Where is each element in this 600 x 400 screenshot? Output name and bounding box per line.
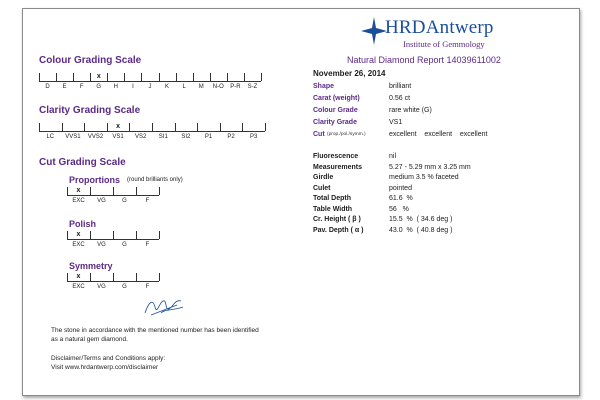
clarity-scale-label: P1 bbox=[204, 134, 213, 140]
colour-scale-label: K bbox=[165, 84, 170, 90]
measurements-key: Table Width bbox=[313, 205, 353, 213]
polish-scale bbox=[67, 231, 159, 253]
colour-scale-tick bbox=[90, 73, 91, 81]
clarity-scale-mark: x bbox=[116, 123, 121, 130]
clarity-scale-title: Clarity Grading Scale bbox=[39, 105, 141, 116]
report-title: Natural Diamond Report 14039611002 bbox=[347, 55, 501, 65]
proportions-note: (round brilliants only) bbox=[127, 177, 183, 183]
polish-title: Polish bbox=[69, 219, 97, 229]
symmetry-scale-tick bbox=[159, 273, 160, 281]
polish-scale-tick bbox=[159, 231, 160, 239]
details-key: Cut bbox=[313, 131, 325, 138]
symmetry-scale-tick bbox=[90, 273, 91, 281]
symmetry-scale-label: EXC bbox=[72, 284, 85, 290]
polish-scale-tick bbox=[90, 231, 91, 239]
signature-image bbox=[141, 295, 187, 319]
clarity-scale-baseline bbox=[39, 123, 265, 132]
cut-scale-title: Cut Grading Scale bbox=[39, 157, 126, 168]
proportions-scale-label: VG bbox=[97, 198, 106, 204]
symmetry-scale-tick bbox=[136, 273, 137, 281]
colour-scale-title: Colour Grading Scale bbox=[39, 55, 142, 66]
clarity-scale-label: LC bbox=[46, 134, 55, 140]
measurements-value: medium 3.5 % faceted bbox=[389, 174, 459, 181]
clarity-scale-tick bbox=[220, 123, 221, 131]
details-value: excellent excellent excellent bbox=[389, 131, 488, 138]
report-date: November 26, 2014 bbox=[313, 69, 386, 78]
details-key: Shape bbox=[313, 83, 335, 90]
proportions-scale-tick bbox=[159, 187, 160, 195]
symmetry-scale bbox=[67, 273, 159, 295]
logo-brand: HRDAntwerp bbox=[385, 17, 494, 38]
clarity-scale-tick bbox=[152, 123, 153, 131]
symmetry-scale-label: F bbox=[145, 284, 150, 290]
logo-subtitle: Institute of Gemmology bbox=[403, 39, 485, 49]
measurements-value: 43.0 % ( 40.8 deg ) bbox=[389, 226, 453, 234]
colour-scale-label: G bbox=[96, 84, 102, 90]
measurements-value: 56 % bbox=[389, 205, 409, 213]
proportions-scale-label: F bbox=[145, 198, 150, 204]
clarity-scale-label: VS1 bbox=[112, 134, 124, 140]
colour-scale-tick bbox=[261, 73, 262, 81]
colour-scale-tick bbox=[210, 73, 211, 81]
measurements-key: Measurements bbox=[313, 163, 363, 171]
clarity-scale-label: SI2 bbox=[181, 134, 191, 140]
details-key: Colour Grade bbox=[313, 107, 358, 114]
proportions-scale-label: EXC bbox=[72, 198, 85, 204]
clarity-scale-label: VVS2 bbox=[87, 134, 104, 140]
clarity-scale-tick bbox=[175, 123, 176, 131]
proportions-scale-tick bbox=[67, 187, 68, 195]
clarity-scale-tick bbox=[62, 123, 63, 131]
colour-scale-label: P-R bbox=[230, 84, 241, 90]
symmetry-scale-mark: x bbox=[76, 273, 81, 280]
colour-scale-tick bbox=[107, 73, 108, 81]
colour-scale-tick bbox=[73, 73, 74, 81]
colour-scale-tick bbox=[159, 73, 160, 81]
diamond-report-card bbox=[22, 8, 580, 396]
colour-scale-label: H bbox=[113, 84, 119, 90]
statement-line1: The stone in accordance with the mentioned number has been identified bbox=[51, 327, 259, 334]
disclaimer-line1: Disclaimer/Terms and Conditions apply: bbox=[51, 355, 166, 362]
statement-line2: as a natural gem diamond. bbox=[51, 336, 128, 343]
proportions-scale-baseline bbox=[67, 187, 159, 196]
clarity-scale-tick bbox=[84, 123, 85, 131]
details-value: brilliant bbox=[389, 83, 412, 90]
colour-scale-label: S-Z bbox=[247, 84, 258, 90]
measurements-value: 5.27 - 5.29 mm x 3.25 mm bbox=[389, 163, 471, 171]
colour-scale-tick bbox=[141, 73, 142, 81]
disclaimer-line2[interactable]: Visit www.hrdantwerp.com/disclaimer bbox=[51, 364, 159, 371]
symmetry-scale-label: VG bbox=[97, 284, 106, 290]
measurements-key: Total Depth bbox=[313, 195, 351, 202]
colour-scale-label: E bbox=[62, 84, 67, 90]
colour-scale bbox=[39, 73, 261, 95]
clarity-scale-tick bbox=[39, 123, 40, 131]
proportions-scale-label: G bbox=[122, 198, 127, 204]
colour-scale-label: I bbox=[132, 84, 134, 90]
colour-scale-label: L bbox=[182, 84, 186, 90]
colour-scale-label: D bbox=[45, 84, 50, 90]
details-key: Carat (weight) bbox=[313, 95, 360, 102]
proportions-scale-mark: x bbox=[76, 187, 81, 194]
symmetry-scale-label: G bbox=[122, 284, 127, 290]
measurements-key: Girdle bbox=[313, 174, 334, 181]
proportions-scale-tick bbox=[113, 187, 114, 195]
measurements-value: 61.6 % bbox=[389, 195, 413, 202]
clarity-scale-label: SI1 bbox=[158, 134, 168, 140]
clarity-scale-label: VS2 bbox=[135, 134, 147, 140]
colour-scale-tick bbox=[176, 73, 177, 81]
details-value: VS1 bbox=[389, 119, 403, 126]
symmetry-scale-tick bbox=[113, 273, 114, 281]
details-key-note: (prop./pol./symm.) bbox=[327, 132, 366, 137]
colour-scale-label: M bbox=[198, 84, 204, 90]
clarity-scale-label: P3 bbox=[250, 134, 258, 140]
details-value: rare white (G) bbox=[389, 107, 432, 114]
symmetry-scale-tick bbox=[67, 273, 68, 281]
colour-scale-tick bbox=[124, 73, 125, 81]
clarity-scale-tick bbox=[197, 123, 198, 131]
star-icon bbox=[361, 17, 387, 45]
proportions-scale-tick bbox=[136, 187, 137, 195]
polish-scale-label: F bbox=[145, 242, 150, 248]
clarity-scale-label: VVS1 bbox=[65, 134, 81, 140]
colour-scale-tick bbox=[39, 73, 40, 81]
measurements-key: Fluorescence bbox=[313, 153, 359, 160]
colour-scale-mark: x bbox=[96, 73, 101, 80]
colour-scale-tick bbox=[244, 73, 245, 81]
proportions-scale bbox=[67, 187, 159, 209]
measurements-value: nil bbox=[389, 153, 397, 160]
colour-scale-label: N-O bbox=[212, 84, 224, 90]
polish-scale-tick bbox=[136, 231, 137, 239]
clarity-scale-tick bbox=[129, 123, 130, 131]
symmetry-scale-baseline bbox=[67, 273, 159, 282]
colour-scale-label: F bbox=[79, 84, 84, 90]
clarity-scale-tick bbox=[242, 123, 243, 131]
colour-scale-tick bbox=[227, 73, 228, 81]
details-value: 0.56 ct bbox=[389, 95, 411, 102]
clarity-scale-tick bbox=[265, 123, 266, 131]
polish-scale-tick bbox=[67, 231, 68, 239]
colour-scale-tick bbox=[56, 73, 57, 81]
measurements-key: Culet bbox=[313, 184, 331, 192]
measurements-key: Pav. Depth ( α ) bbox=[313, 226, 364, 234]
clarity-scale-tick bbox=[107, 123, 108, 131]
colour-scale-baseline bbox=[39, 73, 261, 82]
hrd-logo bbox=[361, 15, 561, 51]
symmetry-title: Symmetry bbox=[69, 261, 113, 271]
clarity-scale bbox=[39, 123, 265, 145]
details-key: Clarity Grade bbox=[313, 119, 357, 126]
colour-scale-tick bbox=[193, 73, 194, 81]
polish-scale-label: EXC bbox=[72, 242, 85, 248]
proportions-scale-tick bbox=[90, 187, 91, 195]
measurements-key: Cr. Height ( β ) bbox=[313, 216, 361, 223]
polish-scale-label: G bbox=[122, 242, 127, 248]
polish-scale-tick bbox=[113, 231, 114, 239]
polish-scale-label: VG bbox=[97, 242, 106, 248]
measurements-value: 15.5 % ( 34.6 deg ) bbox=[389, 216, 453, 223]
polish-scale-mark: x bbox=[76, 231, 81, 238]
colour-scale-label: J bbox=[148, 84, 152, 90]
measurements-value: pointed bbox=[389, 184, 412, 192]
polish-scale-baseline bbox=[67, 231, 159, 240]
proportions-title: Proportions bbox=[69, 175, 120, 185]
clarity-scale-label: P2 bbox=[227, 134, 235, 140]
